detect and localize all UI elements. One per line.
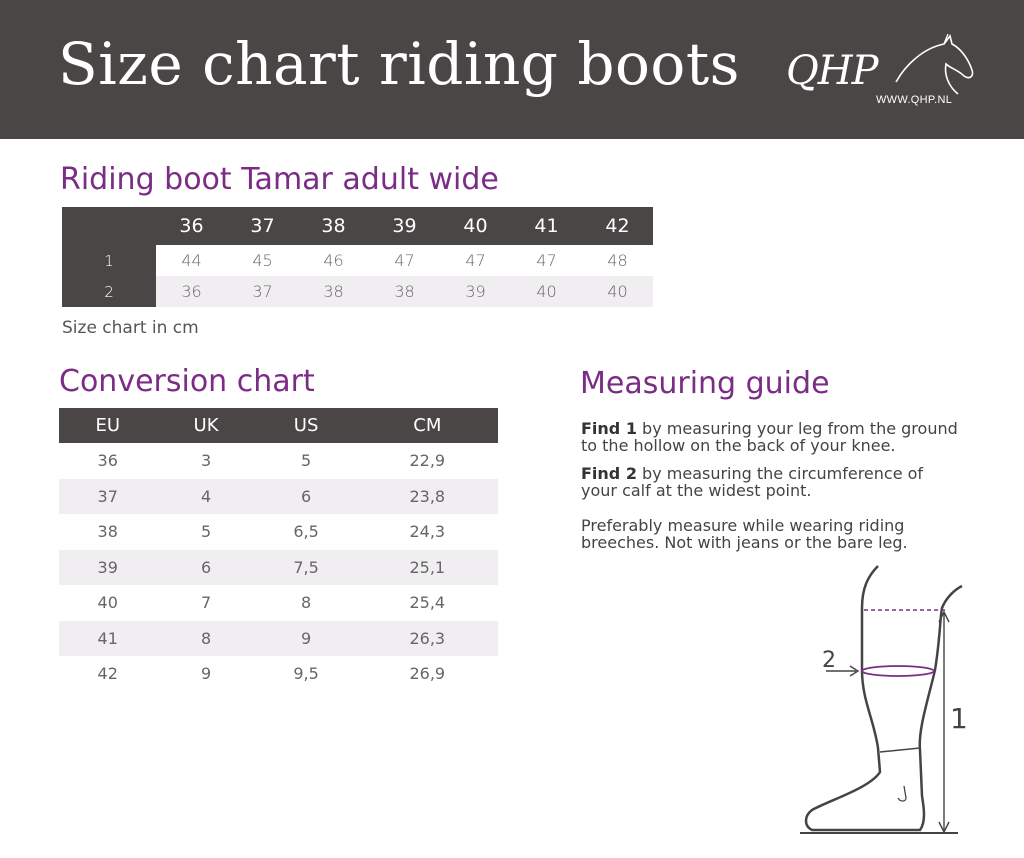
conversion-table-header	[59, 408, 498, 443]
conversion-col-header: CM	[357, 408, 498, 443]
size-cell: 47	[536, 251, 557, 270]
conversion-cell: 25,1	[357, 550, 498, 586]
conversion-cell: 25,4	[409, 593, 446, 613]
conversion-cell: 41	[59, 621, 156, 657]
conversion-cell: 8	[301, 593, 312, 613]
conversion-cell: 26,9	[409, 664, 446, 684]
header-banner	[0, 0, 1024, 139]
guide-pref-line2: breeches. Not with jeans or the bare leg.	[581, 533, 908, 552]
conversion-cell: 7,5	[256, 550, 357, 586]
size-table-corner	[62, 207, 156, 245]
size-cell: 39	[440, 276, 511, 307]
size-cell: 38	[369, 276, 440, 307]
conversion-row	[59, 585, 498, 621]
size-row-label: 2	[62, 276, 156, 307]
qhp-logo	[786, 34, 976, 114]
leg-measurement-diagram	[790, 560, 990, 850]
guide-find2-bold: Find 2	[581, 464, 637, 483]
conversion-row	[59, 514, 498, 550]
conversion-cell: 23,8	[357, 479, 498, 515]
conversion-cell: 7	[200, 593, 212, 613]
guide-find2-line2: your calf at the widest point.	[581, 481, 812, 500]
size-cell: 36	[156, 276, 227, 307]
size-cell: 40	[582, 276, 653, 307]
conversion-cell: 36	[97, 451, 118, 471]
size-cell: 44	[181, 251, 202, 270]
size-cell: 48	[607, 251, 628, 270]
conversion-cell: 24,3	[409, 522, 446, 542]
guide-find1	[581, 420, 981, 454]
guide-pref-line1: Preferably measure while wearing riding	[581, 516, 905, 535]
size-cell: 46	[323, 251, 344, 270]
size-cell: 40	[511, 276, 582, 307]
size-cell: 47	[394, 251, 415, 270]
measuring-guide-title: Measuring guide	[580, 366, 830, 401]
guide-find2-line1: by measuring the circumference of	[636, 464, 924, 483]
conversion-table	[59, 408, 498, 692]
page-title: Size chart riding boots	[58, 30, 740, 98]
size-col-header: 36	[156, 207, 227, 245]
conversion-cell: 37	[59, 479, 156, 515]
conversion-cell: 6	[156, 550, 255, 586]
size-chart-title: Riding boot Tamar adult wide	[60, 162, 499, 197]
conversion-row	[59, 621, 498, 657]
size-cell: 45	[252, 251, 273, 270]
size-table	[62, 207, 653, 307]
horse-head-icon	[886, 34, 976, 96]
logo-url: WWW.QHP.NL	[876, 94, 953, 106]
logo-text: QHP	[786, 48, 878, 94]
conversion-cell: 42	[97, 664, 118, 684]
guide-find1-bold: Find 1	[581, 419, 637, 438]
size-table-header	[62, 207, 653, 245]
conversion-cell: 6,5	[293, 522, 319, 542]
guide-preference	[581, 517, 981, 551]
conversion-col-header: EU	[59, 408, 156, 443]
size-table-row	[62, 245, 653, 276]
conversion-cell: 9	[256, 621, 357, 657]
size-col-header: 39	[369, 207, 440, 245]
size-chart-note: Size chart in cm	[62, 318, 199, 338]
conversion-chart-title: Conversion chart	[59, 364, 315, 399]
size-col-header: 38	[298, 207, 369, 245]
conversion-cell: 4	[156, 479, 255, 515]
heel-mark	[898, 786, 906, 801]
conversion-cell: 22,9	[409, 451, 446, 471]
conversion-cell: 5	[301, 451, 312, 471]
size-table-row	[62, 276, 653, 307]
boot-top-line	[880, 748, 920, 752]
conversion-col-header: US	[256, 408, 357, 443]
size-col-header: 37	[227, 207, 298, 245]
label-2: 2	[822, 648, 836, 673]
size-col-header: 41	[511, 207, 582, 245]
size-row-label: 1	[62, 245, 156, 276]
conversion-cell: 8	[156, 621, 255, 657]
leg-outline	[806, 566, 962, 830]
conversion-row	[59, 656, 498, 692]
conversion-cell: 6	[256, 479, 357, 515]
size-col-header: 40	[440, 207, 511, 245]
conversion-cell: 26,3	[357, 621, 498, 657]
conversion-cell: 9	[200, 664, 212, 684]
conversion-cell: 40	[97, 593, 118, 613]
conversion-cell: 5	[200, 522, 212, 542]
conversion-cell: 38	[97, 522, 118, 542]
size-cell: 38	[298, 276, 369, 307]
label-1: 1	[950, 702, 968, 735]
size-cell: 37	[227, 276, 298, 307]
calf-ellipse	[862, 666, 934, 676]
conversion-row	[59, 443, 498, 479]
conversion-cell: 3	[200, 451, 212, 471]
guide-find1-line1: by measuring your leg from the ground	[636, 419, 958, 438]
size-col-header: 42	[582, 207, 653, 245]
size-cell: 47	[465, 251, 486, 270]
conversion-row	[59, 479, 498, 515]
conversion-row	[59, 550, 498, 586]
conversion-cell: 9,5	[293, 664, 319, 684]
guide-find2	[581, 465, 981, 499]
conversion-col-header: UK	[156, 408, 255, 443]
conversion-cell: 39	[59, 550, 156, 586]
guide-find1-line2: to the hollow on the back of your knee.	[581, 436, 896, 455]
